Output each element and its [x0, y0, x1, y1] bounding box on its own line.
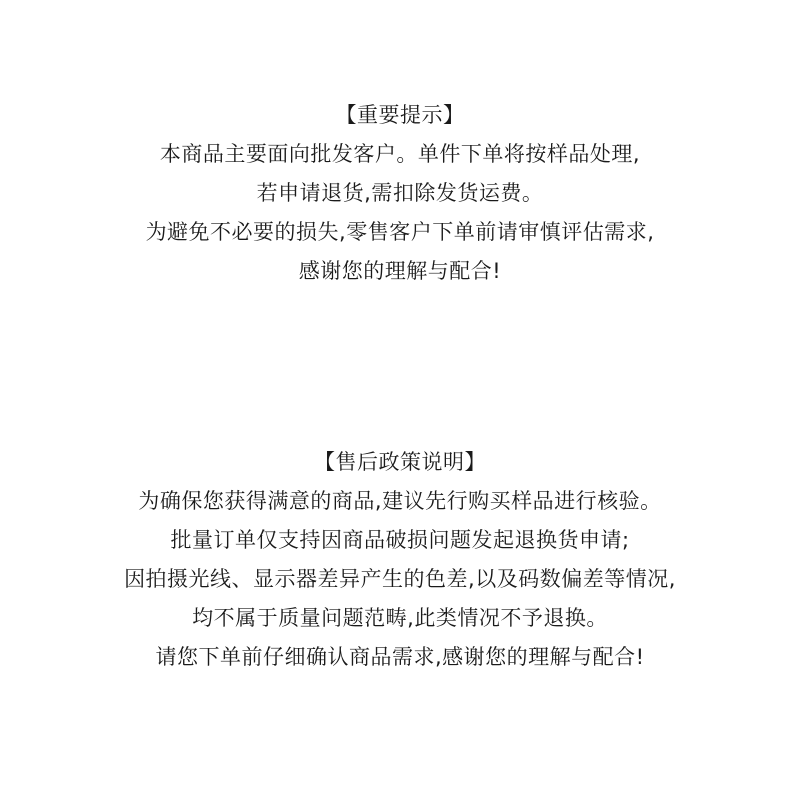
- aftersale-policy-line: 为确保您获得满意的商品,建议先行购买样品进行核验。: [138, 489, 662, 513]
- important-notice-line: 本商品主要面向批发客户。单件下单将按样品处理,: [159, 142, 641, 166]
- aftersale-policy-line: 均不属于质量问题范畴,此类情况不予退换。: [192, 606, 608, 630]
- aftersale-policy-line: 请您下单前仔细确认商品需求,感谢您的理解与配合!: [155, 645, 645, 669]
- aftersale-policy-section: [0, 443, 800, 677]
- important-notice-line: 感谢您的理解与配合!: [298, 259, 502, 283]
- aftersale-policy-title: 【售后政策说明】: [314, 450, 486, 474]
- aftersale-policy-line: 批量订单仅支持因商品破损问题发起退换货申请;: [170, 528, 630, 552]
- important-notice-section: [0, 96, 800, 291]
- important-notice-line: 若申请退货,需扣除发货运费。: [256, 181, 544, 205]
- aftersale-policy-line: 因拍摄光线、显示器差异产生的色差,以及码数偏差等情况,: [124, 567, 676, 591]
- important-notice-title: 【重要提示】: [335, 103, 465, 127]
- important-notice-line: 为避免不必要的损失,零售客户下单前请审慎评估需求,: [145, 220, 655, 244]
